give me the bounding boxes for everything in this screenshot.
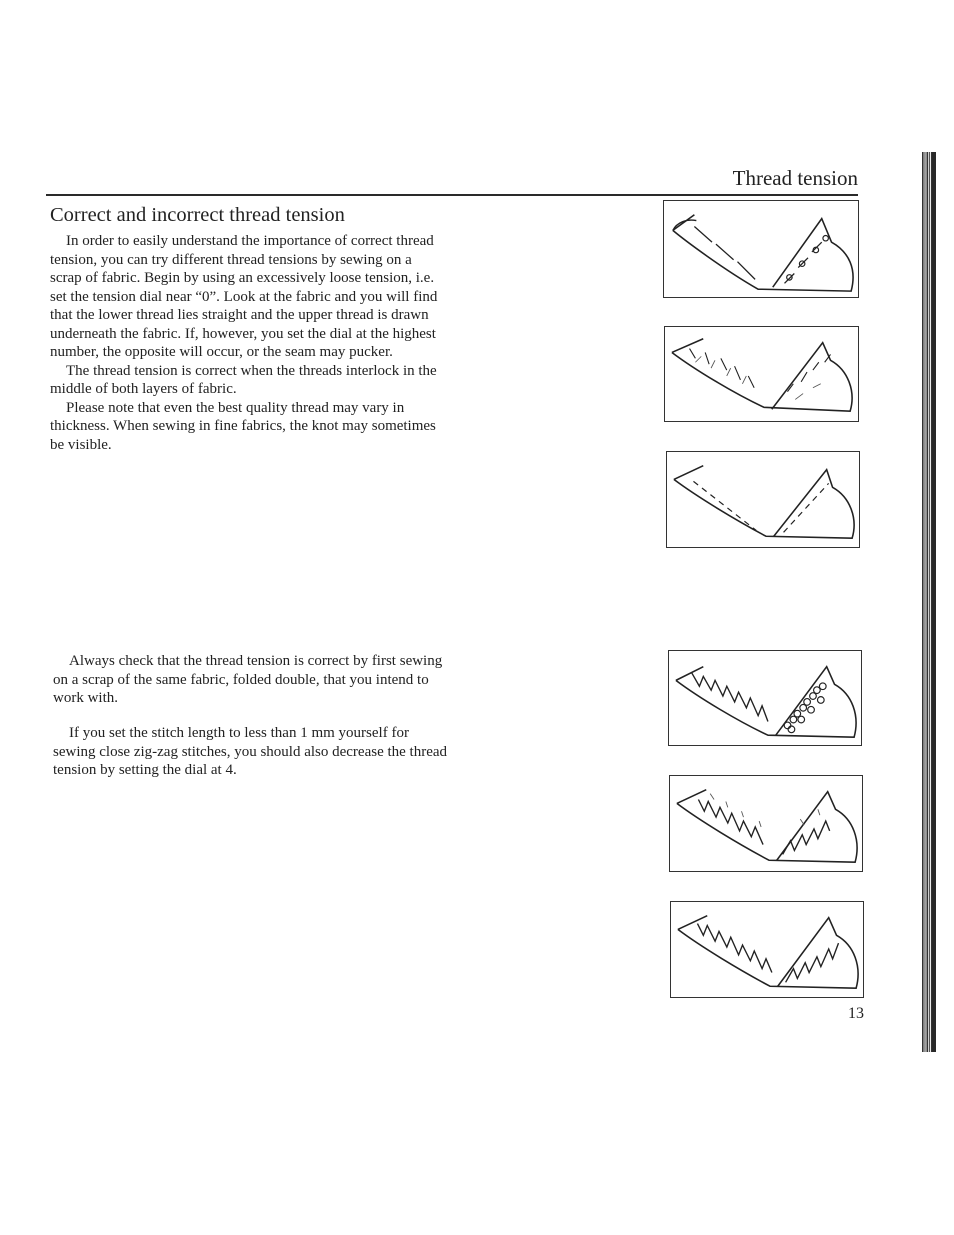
paragraph: The thread tension is correct when the threads interlock in the middle of both layers of fabric. xyxy=(50,362,437,397)
section-title: Correct and incorrect thread tension xyxy=(50,204,345,226)
zigzag-correct-tension-illustration xyxy=(670,901,864,998)
fabric-fold-illustration xyxy=(671,902,863,997)
zigzag-loose-tension-illustration xyxy=(668,650,862,746)
straight-stitch-correct-tension-illustration xyxy=(666,451,860,548)
paragraph: In order to easily understand the importance of correct thread tension, you can try different thread tensions by sewing on a scrap of fabric. Begin by using an excessively loose tension, i.e. set the tension dial near “0”. Look at the fabric and you will find that the lower thread lies straight and the upper thread is drawn underneath the fabric. If, however, you set the dial at the highest number, the opposite will occur, or the seam may pucker. xyxy=(50,233,438,360)
paragraph: Please note that even the best quality thread may vary in thickness. When sewing in fine fabrics, the knot may sometimes be visible. xyxy=(50,399,436,453)
page-number: 13 xyxy=(848,1005,864,1022)
fabric-fold-illustration xyxy=(669,651,861,745)
intro-text xyxy=(50,232,445,454)
page-heading: Thread tension xyxy=(732,166,858,190)
fabric-fold-illustration xyxy=(667,452,859,547)
zigzag-tight-tension-illustration xyxy=(669,775,863,872)
check-note xyxy=(53,652,448,708)
straight-stitch-loose-tension-illustration xyxy=(663,200,859,298)
fabric-fold-illustration xyxy=(670,776,862,871)
fabric-fold-illustration xyxy=(664,201,858,297)
fabric-fold-illustration xyxy=(665,327,858,421)
page-binding-edge xyxy=(922,152,936,1052)
paragraph: If you set the stitch length to less than 1 mm yourself for sewing close zig-zag stitches, you should also decrease the thread tension by setting the dial at 4. xyxy=(53,725,448,778)
zigzag-note xyxy=(53,724,448,780)
header-rule xyxy=(46,194,858,196)
paragraph: Always check that the thread tension is correct by first sewing on a scrap of the same fabric, folded double, that you intend to work with. xyxy=(53,653,443,706)
straight-stitch-tight-tension-illustration xyxy=(664,326,859,422)
